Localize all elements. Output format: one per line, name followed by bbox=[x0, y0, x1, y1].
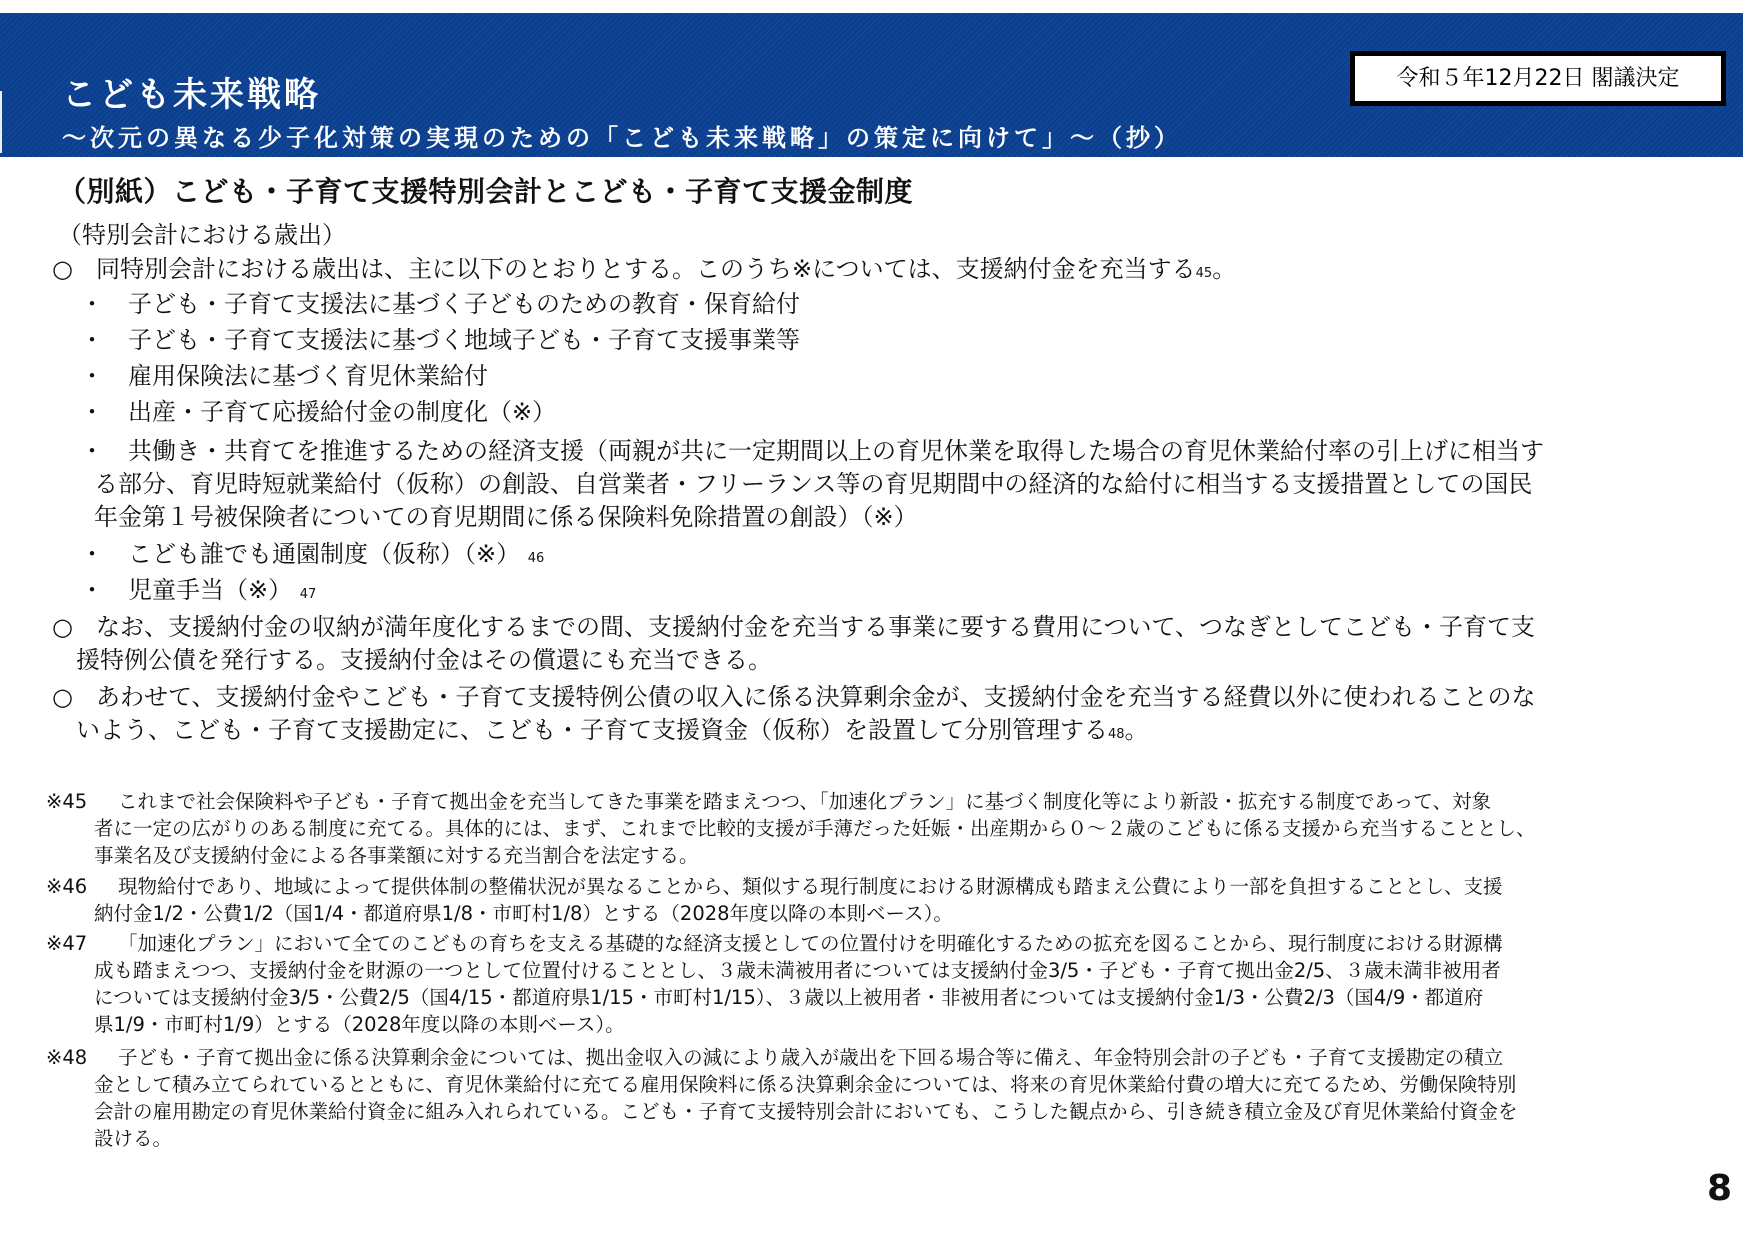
paragraph-1-end: 。 bbox=[1212, 255, 1237, 283]
paragraph-3-line2-wrap bbox=[76, 713, 1149, 752]
paragraph-2-line2: 援特例公債を発行する。支援納付金はその償還にも充当できる。 bbox=[76, 646, 772, 674]
circle-mark-icon: ○ bbox=[52, 683, 73, 711]
bullet-icon: ・ bbox=[80, 326, 104, 354]
header-banner bbox=[0, 13, 1743, 157]
list-item bbox=[80, 359, 488, 393]
list-item-continuation: る部分、育児時短就業給付（仮称）の創設、自営業者・フリーランス等の育児期間中の経済的な給付に相当する支援措置としての国民 bbox=[94, 470, 1533, 498]
bullet-icon: ・ bbox=[80, 540, 104, 568]
banner-title: こども未来戦略 bbox=[62, 75, 321, 115]
footnote-line: これまで社会保険料や子ども・子育て拠出金を充当してきた事業を踏まえつつ、「加速化プラン」に基づく制度化等により新設・拡充する制度であって、対象 bbox=[118, 790, 1491, 813]
footnote-line: 金として積み立てられているとともに、育児休業給付に充てる雇用保険料に係る決算剰余金については、将来の育児休業給付費の増大に充てるため、労働保険特別 bbox=[94, 1073, 1517, 1096]
section-label: （特別会計における歳出） bbox=[58, 221, 346, 249]
paragraph-1 bbox=[52, 252, 1236, 291]
list-item-text: 児童手当（※） bbox=[128, 576, 293, 604]
footnote-line: 設ける。 bbox=[94, 1127, 173, 1150]
footnote-line: 「加速化プラン」において全てのこどもの育ちを支える基礎的な経済支援としての位置付けを明確化するための拡充を図ることから、現行制度における財源構 bbox=[118, 932, 1503, 955]
list-item-text: 子ども・子育て支援法に基づく子どものための教育・保育給付 bbox=[128, 290, 800, 318]
footnote-line: 現物給付であり、地域によって提供体制の整備状況が異なることから、類似する現行制度における財源構成も踏まえ公費により一部を負担することとし、支援 bbox=[118, 875, 1503, 898]
paragraph-3 bbox=[52, 680, 1536, 714]
list-item-text: 雇用保険法に基づく育児休業給付 bbox=[128, 362, 488, 390]
list-item-text: 共働き・共育てを推進するための経済支援（両親が共に一定期間以上の育児休業を取得した場合の育児休業給付率の引上げに相当す bbox=[128, 437, 1544, 465]
footnote-line: 会計の雇用勘定の育児休業給付資金に組み入れられている。こども・子育て支援特別会計においても、こうした観点から、引き続き積立金及び育児休業給付資金を bbox=[94, 1100, 1518, 1123]
footnote-label: ※46 bbox=[46, 875, 88, 898]
list-item-text: 出産・子育て応援給付金の制度化（※） bbox=[128, 398, 557, 426]
paragraph-3-end: 。 bbox=[1124, 716, 1149, 744]
bullet-icon: ・ bbox=[80, 290, 104, 318]
footnote-label: ※45 bbox=[46, 790, 88, 813]
footnote-line: 成も踏まえつつ、支援納付金を財源の一つとして位置付けることとし、３歳未満被用者については支援納付金3/5・子ども・子育て拠出金2/5、３歳未満非被用者 bbox=[94, 959, 1501, 982]
footnote-ref-47: 47 bbox=[299, 587, 317, 602]
list-item-continuation: 年金第１号被保険者についての育児期間に係る保険料免除措置の創設）（※） bbox=[94, 503, 918, 531]
banner-edge-line bbox=[0, 91, 2, 153]
page-title: （別紙）こども・子育て支援特別会計とこども・子育て支援金制度 bbox=[58, 175, 914, 208]
footnote-line: 者に一定の広がりのある制度に充てる。具体的には、まず、これまで比較的支援が手薄だった妊娠・出産期から０～２歳のこどもに係る支援から充当することとし、 bbox=[94, 817, 1536, 840]
paragraph-3-line2: いよう、こども・子育て支援勘定に、こども・子育て支援資金（仮称）を設置して分別管理する bbox=[76, 716, 1108, 744]
bullet-icon: ・ bbox=[80, 437, 104, 465]
bullet-icon: ・ bbox=[80, 576, 104, 604]
footnote-line: については支援納付金3/5・公費2/5（国4/15・都道府県1/15・市町村1/15）、３歳以上被用者・非被用者については支援納付金1/3・公費2/3（国4/9・都道府 bbox=[94, 986, 1484, 1009]
page-number: 8 bbox=[1706, 1168, 1732, 1209]
paragraph-3-line1: あわせて、支援納付金やこども・子育て支援特例公債の収入に係る決算剰余金が、支援納付金を充当する経費以外に使われることのな bbox=[96, 683, 1536, 711]
footnote-line: 事業名及び支援納付金による各事業額に対する充当割合を法定する。 bbox=[94, 844, 699, 867]
list-item bbox=[80, 395, 556, 429]
paragraph-2 bbox=[52, 610, 1535, 644]
circle-mark-icon: ○ bbox=[52, 255, 73, 283]
paragraph-2-line1: なお、支援納付金の収納が満年度化するまでの間、支援納付金を充当する事業に要する費用について、つなぎとしてこども・子育て支 bbox=[96, 613, 1536, 641]
footnote-48 bbox=[46, 1044, 1503, 1071]
footnote-47 bbox=[46, 930, 1503, 957]
bullet-icon: ・ bbox=[80, 398, 104, 426]
footnote-46 bbox=[46, 873, 1503, 900]
banner-subtitle: ～次元の異なる少子化対策の実現のための「こども未来戦略」の策定に向けて」～（抄） bbox=[62, 124, 1182, 152]
list-item bbox=[80, 434, 1544, 468]
footnote-45 bbox=[46, 788, 1491, 815]
bullet-icon: ・ bbox=[80, 362, 104, 390]
list-item-text: こども誰でも通園制度（仮称）（※） bbox=[128, 540, 521, 568]
list-item-text: 子ども・子育て支援法に基づく地域子ども・子育て支援事業等 bbox=[128, 326, 800, 354]
footnote-line: 納付金1/2・公費1/2（国1/4・都道府県1/8・市町村1/8）とする（2028年度以降の本則ベース）。 bbox=[94, 902, 953, 925]
footnote-ref-46: 46 bbox=[527, 551, 545, 566]
footnote-ref-45: 45 bbox=[1195, 266, 1213, 281]
paragraph-1-text: 同特別会計における歳出は、主に以下のとおりとする。このうち※については、支援納付金を充当する bbox=[96, 255, 1196, 283]
list-item bbox=[80, 323, 800, 357]
footnote-line: 子ども・子育て拠出金に係る決算剰余金については、拠出金収入の減により歳入が歳出を下回る場合等に備え、年金特別会計の子ども・子育て支援勘定の積立 bbox=[118, 1046, 1504, 1069]
circle-mark-icon: ○ bbox=[52, 613, 73, 641]
footnote-label: ※48 bbox=[46, 1046, 88, 1069]
list-item bbox=[80, 573, 316, 612]
cabinet-decision-date-badge: 令和５年12月22日 閣議決定 bbox=[1350, 51, 1726, 106]
footnote-label: ※47 bbox=[46, 932, 88, 955]
list-item bbox=[80, 537, 544, 576]
footnote-ref-48: 48 bbox=[1108, 727, 1125, 742]
footnote-line: 県1/9・市町村1/9）とする（2028年度以降の本則ベース）。 bbox=[94, 1013, 625, 1036]
list-item bbox=[80, 287, 800, 321]
